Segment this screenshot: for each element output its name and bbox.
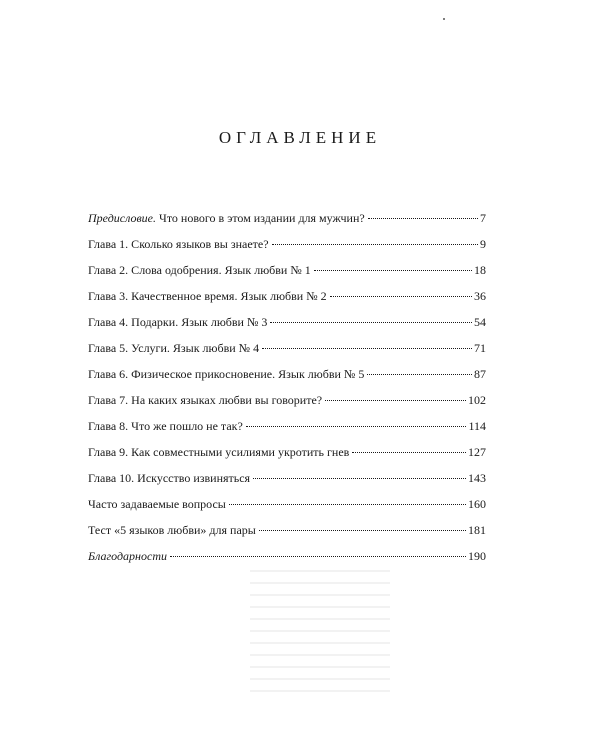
toc-entry-label: Глава 3. Качественное время. Язык любви № 2 — [88, 289, 327, 303]
toc-entry-label: Глава 7. На каких языках любви вы говорите? — [88, 393, 323, 407]
toc-entry — [88, 314, 486, 330]
toc-entry-text — [88, 210, 365, 226]
leader-dots — [368, 218, 478, 219]
print-speck — [443, 18, 445, 20]
leader-dots — [253, 478, 466, 479]
toc-entry-text — [88, 314, 267, 330]
table-of-contents — [88, 210, 486, 574]
toc-entry-text — [88, 522, 256, 538]
toc-entry — [88, 548, 486, 564]
toc-entry-label: Глава 2. Слова одобрения. Язык любви № 1 — [88, 263, 311, 277]
toc-entry-text — [88, 418, 243, 434]
toc-page-number: 87 — [474, 367, 486, 381]
toc-entry — [88, 392, 486, 408]
toc-entry-italic: Предисловие. — [88, 211, 157, 225]
toc-page-number: 36 — [474, 289, 486, 303]
toc-entry — [88, 522, 486, 538]
toc-entry-label: Глава 10. Искусство извиняться — [88, 471, 251, 485]
toc-entry-text — [88, 548, 167, 564]
toc-entry-text — [88, 496, 226, 512]
toc-entry — [88, 262, 486, 278]
leader-dots — [259, 530, 466, 531]
toc-page-number: 7 — [480, 211, 486, 225]
leader-dots — [229, 504, 466, 505]
toc-entry-italic: Благодарности — [88, 549, 167, 563]
toc-page-number: 160 — [468, 497, 486, 511]
toc-entry-label: Часто задаваемые вопросы — [88, 497, 226, 511]
toc-entry-text — [88, 392, 322, 408]
toc-page-number: 18 — [474, 263, 486, 277]
leader-dots — [367, 374, 472, 375]
toc-entry-text — [88, 340, 259, 356]
toc-entry-text — [88, 262, 311, 278]
leader-dots — [330, 296, 472, 297]
toc-page-number: 190 — [468, 549, 486, 563]
toc-page-number: 143 — [468, 471, 486, 485]
toc-entry — [88, 340, 486, 356]
toc-entry-label: Глава 4. Подарки. Язык любви № 3 — [88, 315, 268, 329]
toc-page-number: 102 — [468, 393, 486, 407]
toc-page-number: 127 — [468, 445, 486, 459]
toc-entry-label: Тест «5 языков любви» для пары — [88, 523, 256, 537]
toc-entry-label: Глава 9. Как совместными усилиями укротить гнев — [88, 445, 350, 459]
leader-dots — [262, 348, 472, 349]
toc-page-number: 9 — [480, 237, 486, 251]
leader-dots — [170, 556, 466, 557]
toc-page-number: 71 — [474, 341, 486, 355]
toc-page-number: 54 — [474, 315, 486, 329]
toc-entry — [88, 444, 486, 460]
leader-dots — [352, 452, 466, 453]
toc-entry-label: Глава 1. Сколько языков вы знаете? — [88, 237, 269, 251]
toc-entry — [88, 418, 486, 434]
toc-entry — [88, 236, 486, 252]
toc-entry-label: Глава 8. Что же пошло не так? — [88, 419, 243, 433]
toc-entry-label: Что нового в этом издании для мужчин? — [156, 211, 365, 225]
toc-entry-text — [88, 470, 250, 486]
toc-entry-text — [88, 444, 349, 460]
leader-dots — [314, 270, 472, 271]
toc-entry — [88, 496, 486, 512]
toc-entry — [88, 366, 486, 382]
page-title: ОГЛАВЛЕНИЕ — [218, 128, 382, 147]
leader-dots — [246, 426, 467, 427]
toc-entry — [88, 210, 486, 226]
leader-dots — [270, 322, 472, 323]
toc-entry — [88, 288, 486, 304]
show-through-shadow — [250, 570, 390, 700]
toc-entry-text — [88, 366, 364, 382]
toc-entry-text — [88, 236, 269, 252]
toc-page-number: 114 — [468, 419, 486, 433]
leader-dots — [325, 400, 466, 401]
toc-entry — [88, 470, 486, 486]
toc-page-number: 181 — [468, 523, 486, 537]
toc-entry-text — [88, 288, 327, 304]
toc-entry-label: Глава 5. Услуги. Язык любви № 4 — [88, 341, 260, 355]
toc-entry-label: Глава 6. Физическое прикосновение. Язык любви № 5 — [88, 367, 365, 381]
leader-dots — [272, 244, 478, 245]
